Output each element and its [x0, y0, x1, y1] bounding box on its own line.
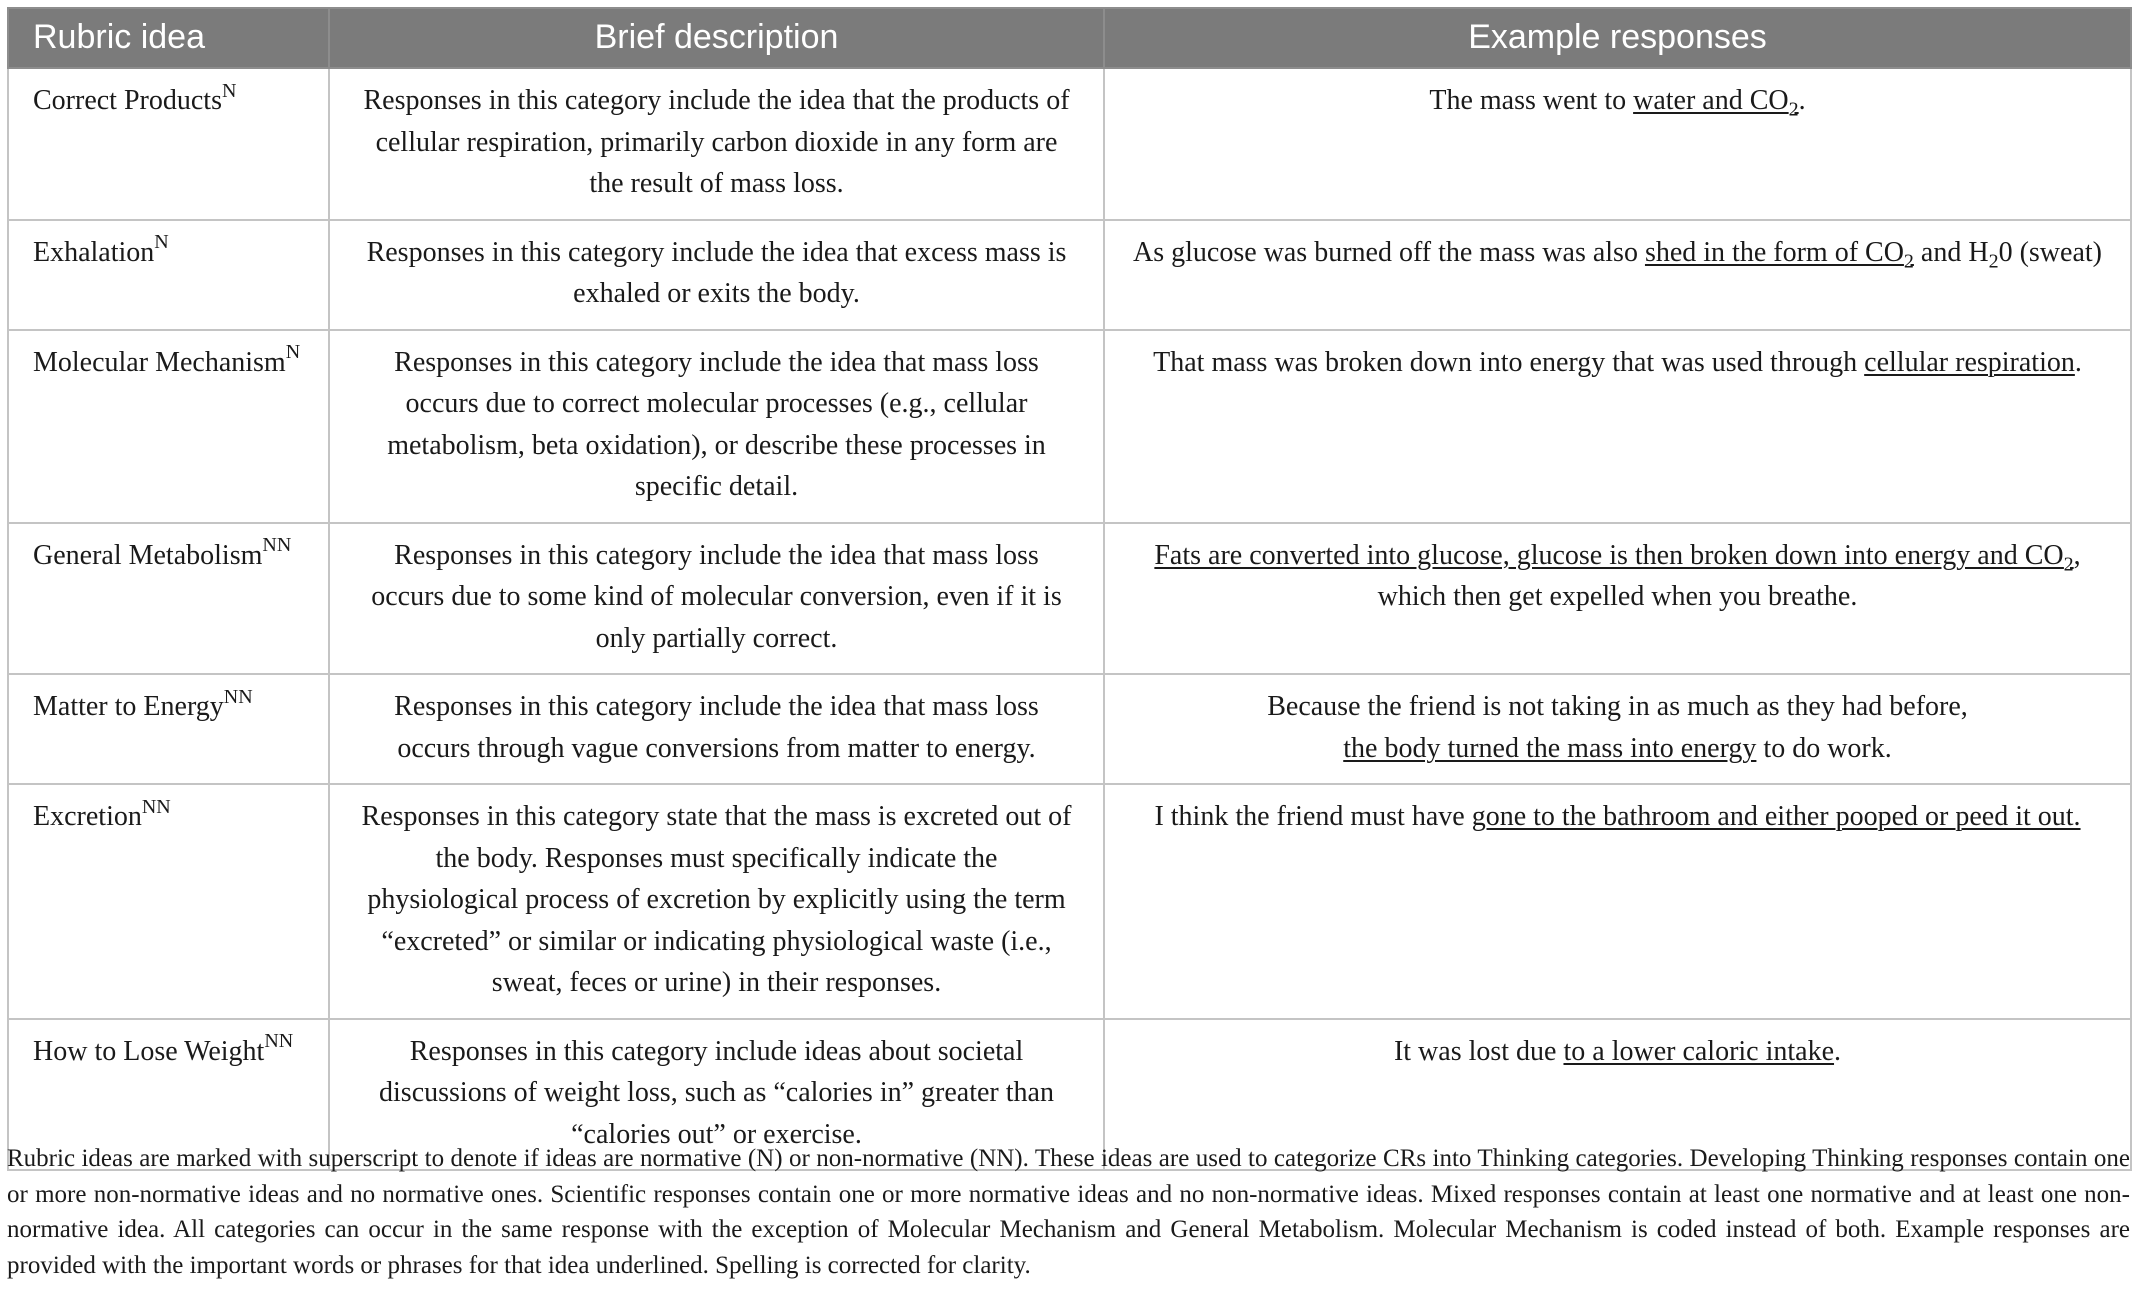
example-text: .	[2074, 346, 2082, 378]
table-header-row	[8, 8, 2131, 68]
rubric-idea-name: Excretion	[33, 801, 142, 832]
example-text: I think the friend must have	[1154, 801, 1472, 832]
example-cell	[1104, 523, 2131, 675]
normativity-marker: NN	[141, 795, 171, 818]
example-text: That mass was broken down into energy that was used through	[1153, 346, 1865, 378]
rubric-idea-name: Exhalation	[33, 236, 155, 268]
rubric-idea-cell	[8, 674, 329, 784]
table-row	[8, 68, 2131, 220]
table-footnote: Rubric ideas are marked with superscript to denote if ideas are normative (N) or non-normative (NN). These ideas are used to categorize CRs into Thinking categories. Developing Thinking responses contain one or more non-normative ideas and no normative ones. Scientific responses contain one or more normative ideas and no non-normative ideas. Mixed responses contain at least one normative and at least one non-normative idea. All categories can occur in the same response with the exception of Molecular Mechanism and General Metabolism. Molecular Mechanism is coded instead of both. Example responses are provided with the important words or phrases for that idea underlined. Spelling is corrected for clarity.	[7, 1145, 2130, 1279]
table-row	[8, 784, 2131, 1019]
table-row	[8, 523, 2131, 675]
example-text: .	[1798, 85, 1806, 116]
description-cell: Responses in this category state that the mass is excreted out of the body. Responses must specifically indicate the physiological process of excretion by explicitly using the term “excreted” or similar or indicating physiological waste (i.e., sweat, feces or urine) in their responses.	[329, 784, 1104, 1019]
example-text: The mass went to	[1429, 85, 1634, 116]
normativity-marker: N	[285, 341, 301, 364]
rubric-idea-name: General Metabolism	[33, 539, 263, 571]
rubric-idea-cell	[8, 784, 329, 1019]
table-row	[8, 330, 2131, 523]
underlined-phrase: water and $CO_2$	[1633, 85, 1799, 121]
example-text: .	[1834, 1035, 1842, 1067]
normativity-marker: NN	[262, 534, 292, 557]
header-example-responses: Example responses	[1104, 8, 2131, 68]
rubric-idea-cell	[8, 220, 329, 330]
underlined-phrase: shed in the form of $CO_2$	[1644, 236, 1914, 273]
example-cell	[1104, 330, 2131, 523]
example-text: 0 (sweat)	[1998, 236, 2102, 268]
rubric-idea-cell	[8, 523, 329, 675]
underlined-phrase: Fats are converted into glucose, glucose is then broken down into energy and $CO_2$	[1154, 539, 2074, 576]
example-text: , which then get expelled when you breathe.	[1377, 539, 2081, 612]
description-cell: Responses in this category include the idea that mass loss occurs due to correct molecular processes (e.g., cellular metabolism, beta oxidation), or describe these processes in specific detail.	[329, 330, 1104, 523]
underlined-phrase: gone to the bathroom and either pooped or peed it out.	[1471, 801, 2081, 832]
underlined-phrase: the body turned the mass into energy	[1343, 732, 1757, 764]
rubric-idea-cell	[8, 68, 329, 220]
example-cell	[1104, 784, 2131, 1019]
underlined-phrase: to a lower caloric intake	[1563, 1035, 1835, 1067]
rubric-idea-cell	[8, 330, 329, 523]
underlined-phrase: cellular respiration	[1864, 346, 2075, 378]
description-cell: Responses in this category include the idea that excess mass is exhaled or exits the body.	[329, 220, 1104, 330]
rubric-idea-name: Correct Products	[33, 85, 222, 116]
example-cell	[1104, 68, 2131, 220]
description-cell: Responses in this category include the idea that mass loss occurs due to some kind of molecular conversion, even if it is only partially correct.	[329, 523, 1104, 675]
normativity-marker: N	[154, 231, 169, 254]
table-row	[8, 674, 2131, 784]
example-text: As glucose was burned off the mass was also	[1133, 236, 1645, 268]
normativity-marker: N	[221, 79, 237, 102]
header-brief-description: Brief description	[329, 8, 1104, 68]
example-text: It was lost due	[1393, 1035, 1564, 1067]
example-text: Because the friend is not taking in as much as they had before,	[1267, 691, 1968, 722]
example-text: to do work.	[1756, 732, 1892, 764]
example-cell	[1104, 674, 2131, 784]
rubric-idea-name: Matter to Energy	[33, 691, 224, 722]
table-row	[8, 220, 2131, 330]
normativity-marker: NN	[264, 1030, 294, 1053]
rubric-idea-name: How to Lose Weight	[33, 1035, 265, 1067]
description-cell: Responses in this category include the idea that mass loss occurs through vague conversions from matter to energy.	[329, 674, 1104, 784]
header-rubric-idea: Rubric idea	[8, 8, 329, 68]
rubric-table	[7, 7, 2132, 1171]
rubric-idea-name: Molecular Mechanism	[33, 346, 286, 378]
description-cell: Responses in this category include ideas about societal discussions of weight loss, such as “calories in” greater than “calories out” or exercise.	[329, 1019, 1104, 1171]
rubric-table-container	[7, 7, 2130, 1171]
normativity-marker: NN	[223, 685, 253, 708]
example-cell: As glucose was burned off the mass was also shed in the form of $CO_2$ and $H_20$ (sweat)	[1104, 220, 2131, 330]
description-cell: Responses in this category include the idea that the products of cellular respiration, primarily carbon dioxide in any form are the result of mass loss.	[329, 68, 1104, 220]
